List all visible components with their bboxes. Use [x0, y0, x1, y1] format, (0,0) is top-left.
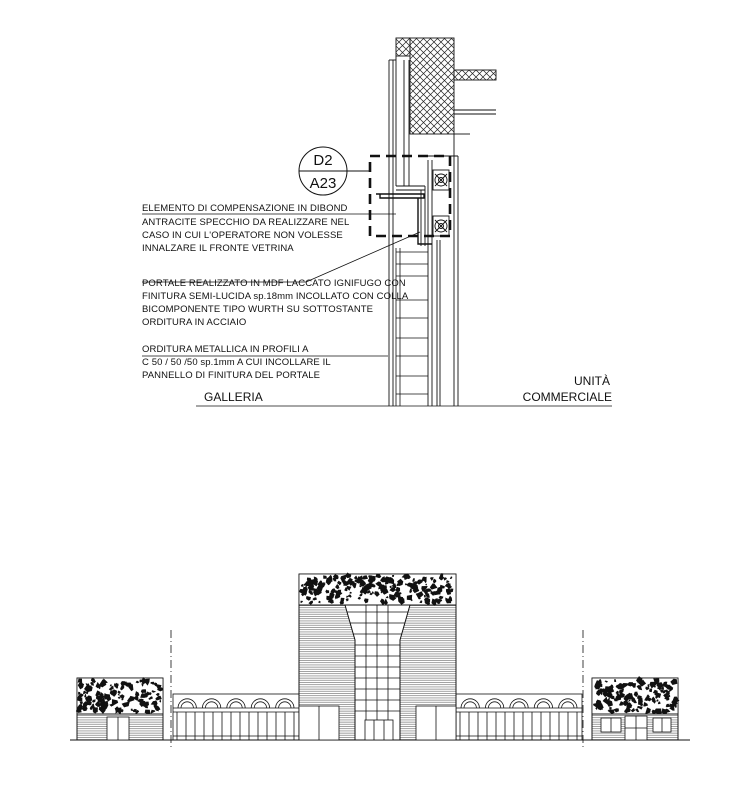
note-line: PORTALE REALIZZATO IN MDF LACCATO IGNIFUGO CON	[142, 278, 406, 289]
callout-top: D2	[313, 152, 333, 169]
note-line: CASO IN CUI L'OPERATORE NON VOLESSE	[142, 230, 343, 241]
steel-framing	[396, 248, 428, 406]
bolt-fixing-icon	[433, 170, 449, 190]
detail-boundary	[370, 156, 450, 236]
bolt-fixing-icon	[433, 216, 449, 236]
gallery-wing-left	[173, 694, 299, 740]
callout-bottom: A23	[309, 175, 337, 192]
note-line: C 50 / 50 /50 sp.1mm A CUI INCOLLARE IL	[142, 357, 331, 368]
note-line: ELEMENTO DI COMPENSAZIONE IN DIBOND	[142, 203, 348, 214]
label-galleria: GALLERIA	[204, 390, 263, 404]
note-line: BICOMPONENTE TIPO WURTH SU SOTTOSTANTE	[142, 304, 374, 315]
note-line: ANTRACITE SPECCHIO DA REALIZZARE NEL	[142, 217, 350, 228]
note-line: ORDITURA IN ACCIAIO	[142, 317, 247, 328]
note-line: ORDITURA METALLICA IN PROFILI A	[142, 344, 309, 355]
gallery-wing-right	[456, 694, 582, 740]
facade-elevation	[70, 574, 690, 750]
note-line: FINITURA SEMI-LUCIDA sp.18mm INCOLLATO CON COLLA	[142, 291, 409, 302]
masonry-wall	[410, 38, 454, 134]
note-line: INNALZARE IL FRONTE VETRINA	[142, 243, 294, 254]
note-dibond	[142, 203, 349, 254]
slab-right	[454, 70, 496, 134]
note-portale	[142, 278, 409, 328]
note-orditura	[142, 344, 331, 381]
label-unita: UNITÀ	[574, 374, 610, 388]
note-line: PANNELLO DI FINITURA DEL PORTALE	[142, 370, 321, 381]
label-commerciale: COMMERCIALE	[522, 390, 612, 404]
